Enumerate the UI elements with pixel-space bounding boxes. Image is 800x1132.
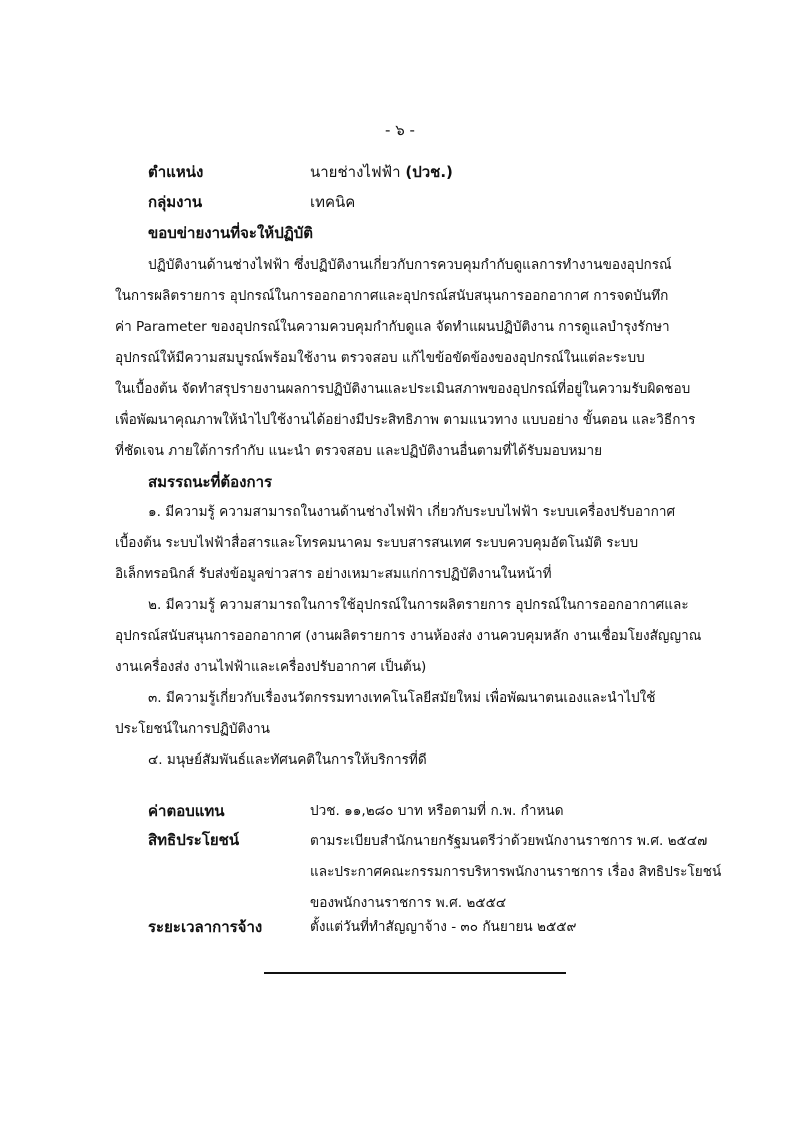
- employment-period-value: ตั้งแต่วันที่ทำสัญญาจ้าง - ๓๐ กันยายน ๒๕๕๙: [310, 919, 577, 935]
- compensation-label: ค่าตอบแทน: [148, 802, 225, 820]
- benefits-line: ตามระเบียบสำนักนายกรัฐมนตรีว่าด้วยพนักงานราชการ พ.ศ. ๒๕๔๗: [310, 833, 708, 849]
- scope-line: ในการผลิตรายการ อุปกรณ์ในการออกอากาศและอุปกรณ์สนับสนุนการออกอากาศ การจดบันทึก: [115, 288, 669, 304]
- competency-line: ๓. มีความรู้เกี่ยวกับเรื่องนวัตกรรมทางเทคโนโลยีสมัยใหม่ เพื่อพัฒนาตนเองและนำไปใช้: [148, 690, 656, 706]
- scope-line: ในเบื้องต้น จัดทำสรุปรายงานผลการปฏิบัติงานและประเมินสภาพของอุปกรณ์ที่อยู่ในความรับผิดชอบ: [115, 381, 691, 397]
- benefits-text: [310, 826, 750, 919]
- competency-line: อุปกรณ์สนับสนุนการออกอากาศ (งานผลิตรายการ งานห้องส่ง งานควบคุมหลัก งานเชื่อมโยงสัญญาณ: [115, 628, 702, 644]
- competency-item-1: [115, 497, 735, 590]
- scope-line: ค่า Parameter ของอุปกรณ์ในความควบคุมกำกับดูแล จัดทำแผนปฏิบัติงาน การดูแลบำรุงรักษา: [115, 319, 670, 335]
- work-group-value: เทคนิค: [310, 193, 356, 211]
- scope-line: เพื่อพัฒนาคุณภาพให้นำไปใช้งานได้อย่างมีประสิทธิภาพ ตามแนวทาง แบบอย่าง ขั้นตอน และวิธีการ: [115, 412, 696, 428]
- competency-line: ประโยชน์ในการปฏิบัติงาน: [115, 721, 270, 737]
- competency-item-4: [115, 745, 735, 776]
- position-level: (ปวช.): [405, 163, 453, 181]
- competency-line: งานเครื่องส่ง งานไฟฟ้าและเครื่องปรับอากาศ เป็นต้น): [115, 659, 427, 675]
- position-value: [310, 160, 453, 184]
- competency-line: เบื้องต้น ระบบไฟฟ้าสื่อสารและโทรคมนาคม ระบบสารสนเทศ ระบบควบคุมอัตโนมัติ ระบบ: [115, 535, 639, 551]
- competency-line: อิเล็กทรอนิกส์ รับส่งข้อมูลข่าวสาร อย่างเหมาะสมแก่การปฏิบัติงานในหน้าที่: [115, 566, 552, 582]
- section-divider: [264, 972, 566, 974]
- position-label: ตำแหน่ง: [148, 163, 204, 181]
- competency-item-2: [115, 590, 735, 683]
- benefits-line: และประกาศคณะกรรมการบริหารพนักงานราชการ เรื่อง สิทธิประโยชน์: [310, 864, 722, 880]
- scope-line: ที่ชัดเจน ภายใต้การกำกับ แนะนำ ตรวจสอบ และปฏิบัติงานอื่นตามที่ได้รับมอบหมาย: [115, 443, 603, 459]
- scope-line: อุปกรณ์ให้มีความสมบูรณ์พร้อมใช้งาน ตรวจสอบ แก้ไขข้อขัดข้องของอุปกรณ์ในแต่ละระบบ: [115, 350, 645, 366]
- scope-heading: ขอบข่ายงานที่จะให้ปฏิบัติ: [148, 224, 314, 242]
- employment-period-label: ระยะเวลาการจ้าง: [148, 918, 263, 936]
- page-number: - ๖ -: [385, 121, 415, 139]
- scope-line: ปฏิบัติงานด้านช่างไฟฟ้า ซึ่งปฏิบัติงานเกี่ยวกับการควบคุมกำกับดูแลการทำงานของอุปกรณ์: [148, 257, 672, 273]
- competency-line: ๑. มีความรู้ ความสามารถในงานด้านช่างไฟฟ้า เกี่ยวกับระบบไฟฟ้า ระบบเครื่องปรับอากาศ: [148, 504, 676, 520]
- competency-line: ๒. มีความรู้ ความสามารถในการใช้อุปกรณ์ในการผลิตรายการ อุปกรณ์ในการออกอากาศและ: [148, 597, 689, 613]
- benefits-label: สิทธิประโยชน์: [148, 831, 240, 849]
- benefits-line: ของพนักงานราชการ พ.ศ. ๒๕๕๔: [310, 895, 507, 911]
- compensation-value: ปวช. ๑๑,๒๘๐ บาท หรือตามที่ ก.พ. กำหนด: [310, 803, 564, 819]
- competencies-heading: สมรรถนะที่ต้องการ: [148, 473, 273, 491]
- work-group-label: กลุ่มงาน: [148, 193, 203, 211]
- competency-item-3: [115, 683, 735, 745]
- competency-line: ๔. มนุษย์สัมพันธ์และทัศนคติในการให้บริการที่ดี: [148, 752, 427, 768]
- position-title: นายช่างไฟฟ้า: [310, 163, 406, 181]
- scope-paragraph: [115, 250, 735, 467]
